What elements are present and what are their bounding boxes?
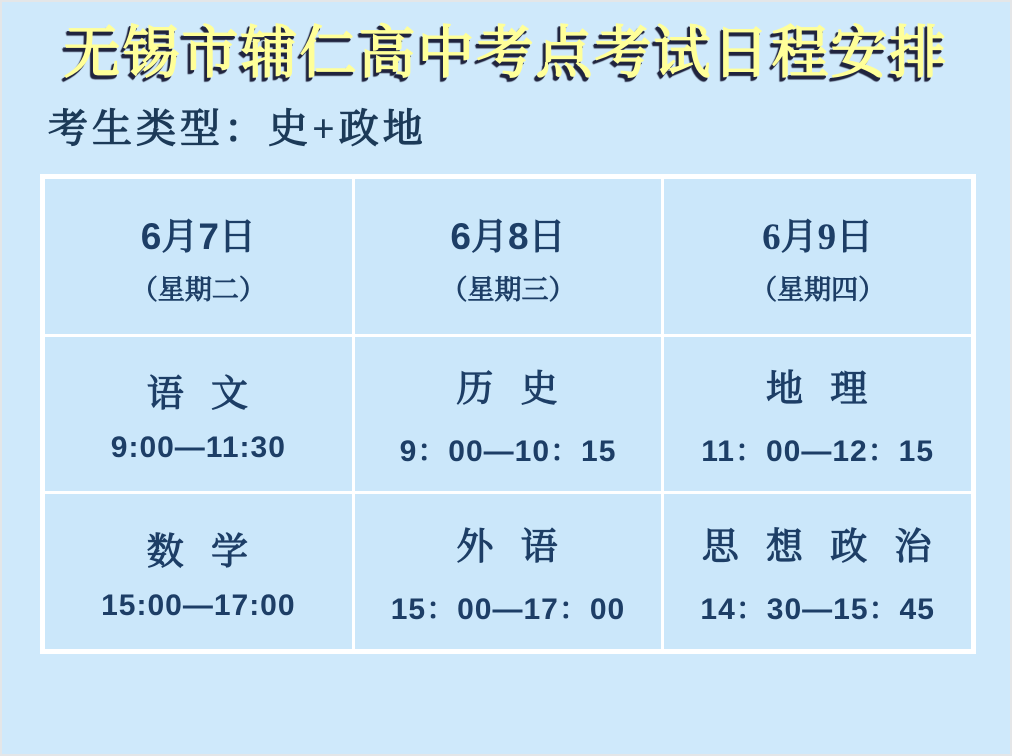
date-text: 6月8日 xyxy=(450,215,566,257)
exam-time: 14：30—15：45 xyxy=(700,592,935,626)
date-cell-day2 xyxy=(355,179,662,334)
exam-cell-chinese xyxy=(45,337,352,492)
weekday-text: （星期四） xyxy=(750,274,886,305)
exam-cell-politics xyxy=(664,494,971,649)
date-cell-day1 xyxy=(45,179,352,334)
subject-name: 思 想 政 治 xyxy=(701,526,934,568)
weekday-text: （星期三） xyxy=(440,274,576,305)
subject-name: 地 理 xyxy=(766,368,870,410)
exam-cell-math xyxy=(45,494,352,649)
subject-name: 语 文 xyxy=(146,373,250,415)
date-cell-day3 xyxy=(664,179,971,334)
subject-name: 外 语 xyxy=(456,526,560,568)
page-title: 无锡市辅仁高中考点考试日程安排 xyxy=(63,21,949,85)
exam-schedule-table xyxy=(40,174,976,654)
subject-name: 历 史 xyxy=(456,368,560,410)
exam-time: 9：00—10：15 xyxy=(399,434,617,468)
exam-time: 11：00—12：15 xyxy=(701,434,935,468)
candidate-type-subtitle: 考生类型：史+政地 xyxy=(48,105,427,151)
date-text: 6月7日 xyxy=(140,215,256,257)
exam-time: 15：00—17：00 xyxy=(390,592,626,626)
subject-name: 数 学 xyxy=(146,531,250,573)
exam-time: 15:00—17:00 xyxy=(101,588,296,622)
exam-cell-foreign-language xyxy=(355,494,662,649)
date-text: 6月9日 xyxy=(762,216,874,258)
weekday-text: （星期二） xyxy=(130,274,266,305)
exam-cell-history xyxy=(355,337,662,492)
exam-time: 9:00—11:30 xyxy=(110,430,286,464)
exam-cell-geography xyxy=(664,337,971,492)
